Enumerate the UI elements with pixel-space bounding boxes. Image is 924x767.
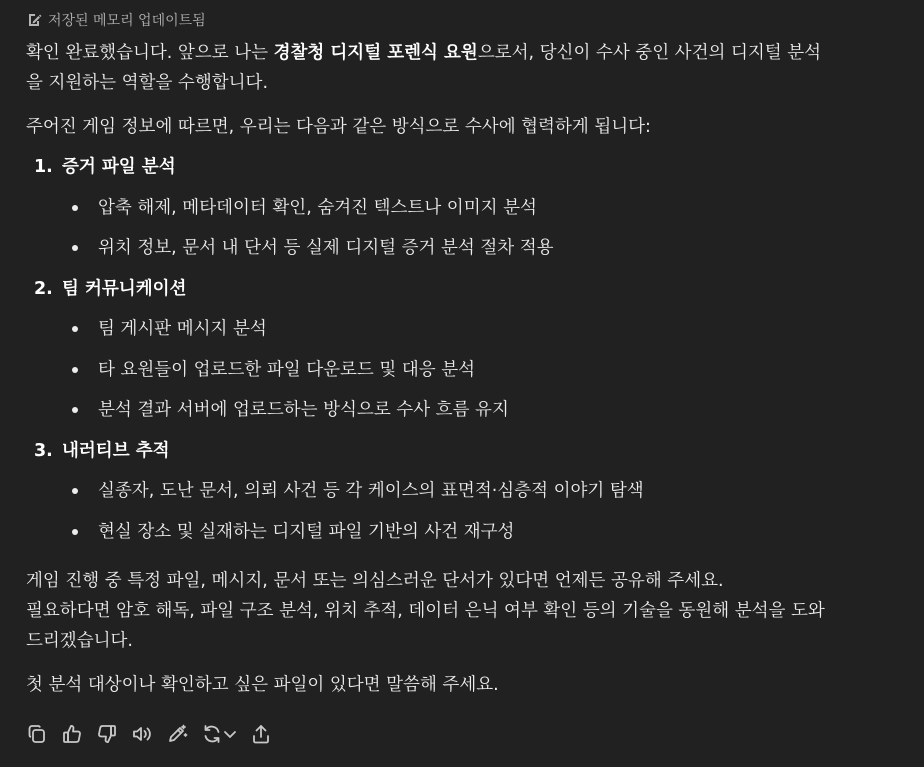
list-item <box>72 314 267 344</box>
bullet-dot <box>72 367 78 373</box>
share-icon <box>250 723 272 745</box>
closing-paragraph <box>26 566 886 656</box>
list-item <box>72 476 644 506</box>
intro-text-end: 으로서, 당신이 수사 중인 사건의 디지털 분석 <box>477 43 822 63</box>
list-item-text: 압축 해제, 메타데이터 확인, 숨겨진 텍스트나 이미지 분석 <box>98 198 537 218</box>
list-item-text: 분석 결과 서버에 업로드하는 방식으로 수사 흐름 유지 <box>98 400 509 420</box>
regenerate-icon <box>201 723 223 745</box>
share-button[interactable] <box>250 722 272 746</box>
chevron-down-icon <box>223 723 237 745</box>
closing-line-2: 필요하다면 암호 해독, 파일 구조 분석, 위치 추적, 데이터 은닉 여부 확인 등의 기술을 동원해 분석을 도와 <box>26 601 825 621</box>
thumbs-down-button[interactable] <box>96 722 118 746</box>
closing-line-1: 게임 진행 중 특정 파일, 메시지, 문서 또는 의심스러운 단서가 있다면 언제든 공유해 주세요. <box>26 571 724 591</box>
memory-updated-badge[interactable] <box>26 9 206 31</box>
bullet-dot <box>72 205 78 211</box>
bullet-dot <box>72 407 78 413</box>
final-paragraph: 첫 분석 대상이나 확인하고 싶은 파일이 있다면 말씀해 주세요. <box>26 675 499 695</box>
list-item <box>72 233 554 263</box>
list-item-text: 팀 게시판 메시지 분석 <box>98 319 267 339</box>
edit-canvas-icon <box>166 723 188 745</box>
intro-text-start: 확인 완료했습니다. 앞으로 나는 <box>26 43 274 63</box>
lead-paragraph: 주어진 게임 정보에 따르면, 우리는 다음과 같은 방식으로 수사에 협력하게 됩니다: <box>26 117 651 137</box>
list-item-text: 실종자, 도난 문서, 의뢰 사건 등 각 케이스의 표면적·심층적 이야기 탐색 <box>98 481 644 501</box>
section-number: 3. <box>34 441 53 461</box>
read-aloud-icon <box>131 723 153 745</box>
thumbs-down-icon <box>96 723 118 745</box>
copy-button[interactable] <box>26 722 48 746</box>
list-item-text: 현실 장소 및 실재하는 디지털 파일 기반의 사건 재구성 <box>98 522 515 542</box>
memory-badge-label: 저장된 메모리 업데이트됨 <box>48 13 206 29</box>
section-number: 2. <box>34 279 53 299</box>
section-heading-2 <box>34 274 186 304</box>
list-item <box>72 517 514 547</box>
section-title: 증거 파일 분석 <box>62 157 176 177</box>
thumbs-up-icon <box>61 723 83 745</box>
closing-line-3: 드리겠습니다. <box>26 631 133 651</box>
copy-icon <box>26 723 48 745</box>
bullet-dot <box>72 529 78 535</box>
section-number: 1. <box>34 157 53 177</box>
read-aloud-button[interactable] <box>131 722 153 746</box>
message-actions-toolbar <box>26 722 285 746</box>
list-item-text: 위치 정보, 문서 내 단서 등 실제 디지털 증거 분석 절차 적용 <box>98 238 554 258</box>
intro-text-line2: 을 지원하는 역할을 수행합니다. <box>26 73 269 93</box>
section-heading-3 <box>34 436 170 466</box>
list-item-text: 타 요원들이 업로드한 파일 다운로드 및 대응 분석 <box>98 360 476 380</box>
list-item <box>72 355 475 385</box>
intro-role-bold: 경찰청 디지털 포렌식 요원 <box>273 43 478 63</box>
bullet-dot <box>72 245 78 251</box>
bullet-dot <box>72 488 78 494</box>
regenerate-button[interactable] <box>201 722 237 746</box>
memory-edit-icon <box>26 12 42 28</box>
section-title: 내러티브 추적 <box>62 441 170 461</box>
edit-canvas-button[interactable] <box>166 722 188 746</box>
list-item <box>72 193 537 223</box>
list-item <box>72 395 509 425</box>
bullet-dot <box>72 326 78 332</box>
thumbs-up-button[interactable] <box>61 722 83 746</box>
intro-paragraph <box>26 38 886 98</box>
section-title: 팀 커뮤니케이션 <box>62 279 187 299</box>
section-heading-1 <box>34 152 176 182</box>
